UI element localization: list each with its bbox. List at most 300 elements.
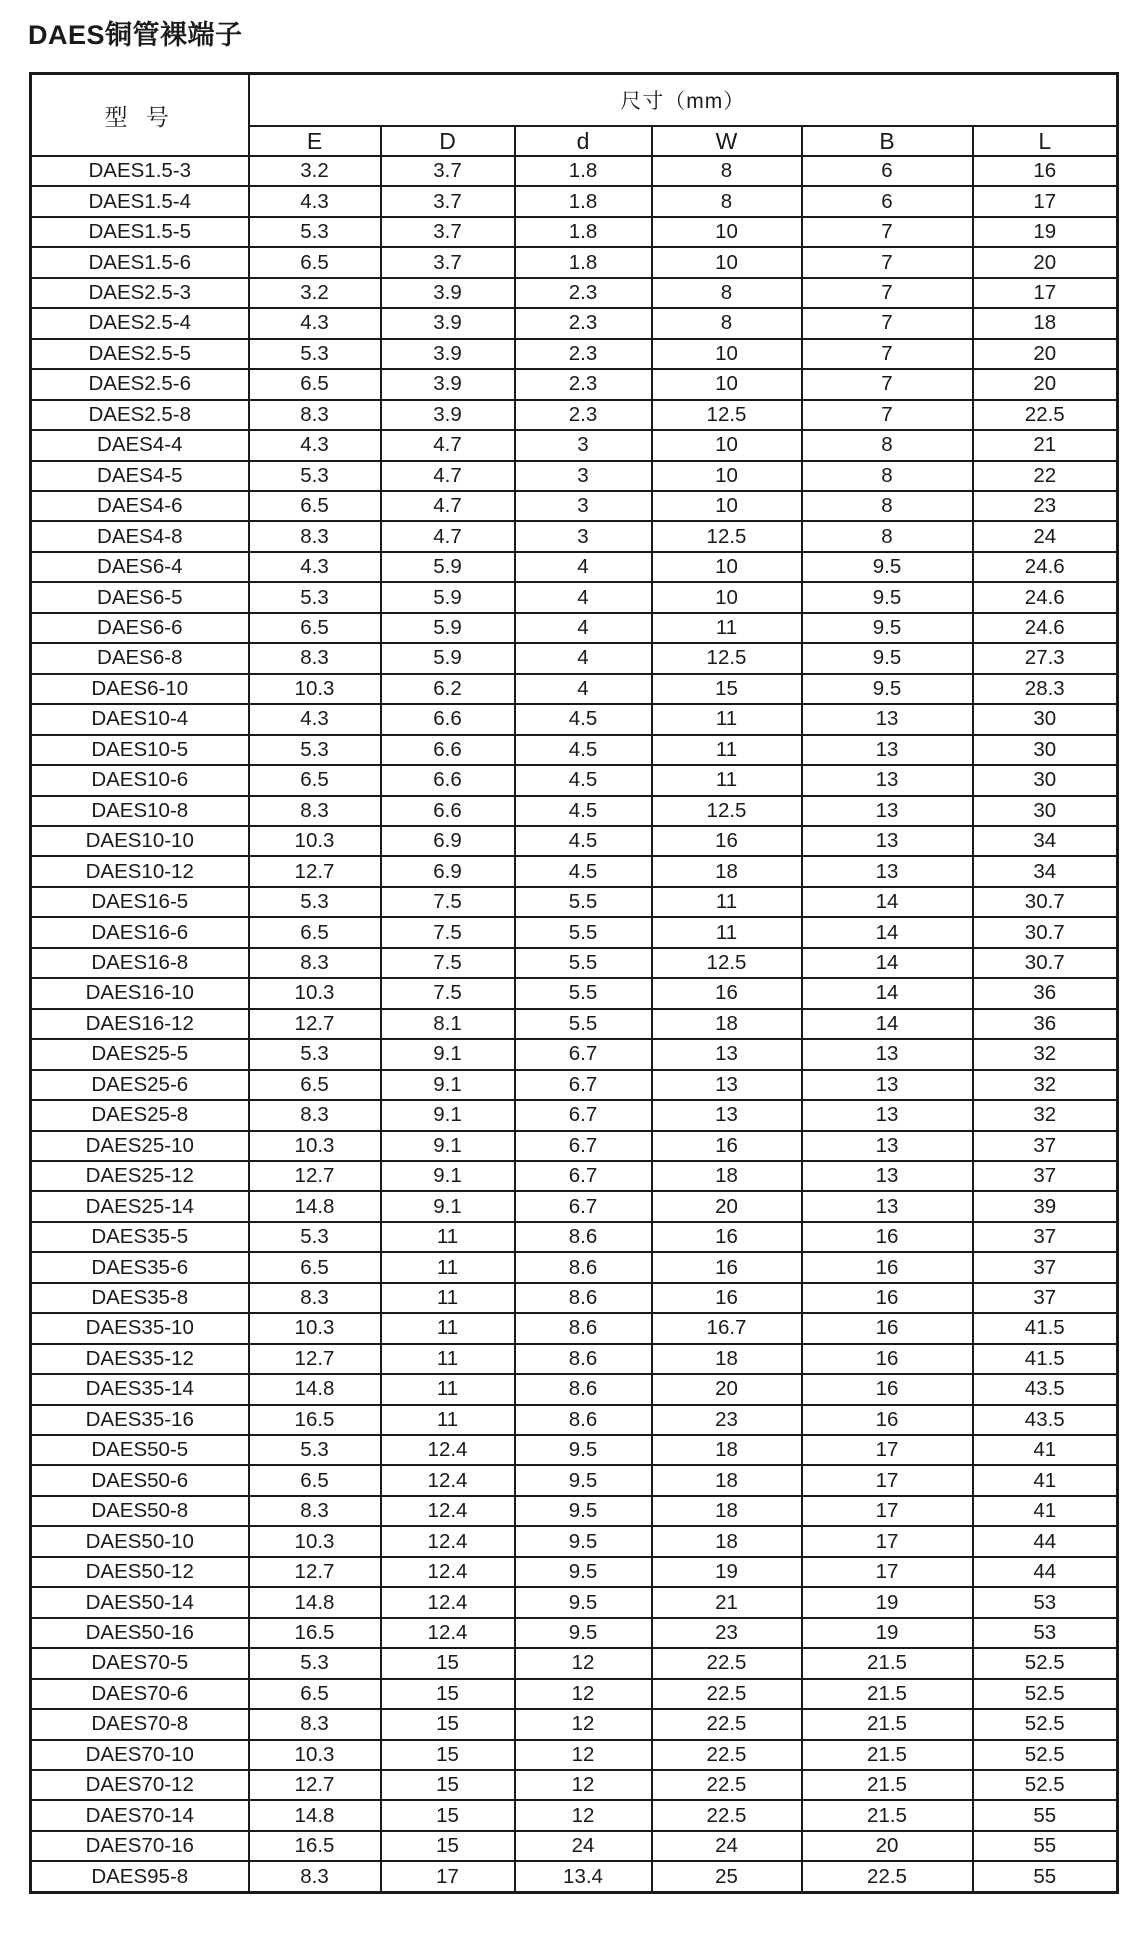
value-cell-W: 23 [652,1618,802,1648]
table-row [31,765,1118,795]
value-cell-W: 20 [652,1374,802,1404]
value-cell-L: 24.6 [973,582,1118,612]
value-cell-E: 10.3 [249,1313,381,1343]
value-cell-W: 22.5 [652,1648,802,1678]
value-cell-L: 36 [973,1009,1118,1039]
value-cell-W: 10 [652,369,802,399]
value-cell-D: 4.7 [381,521,515,551]
value-cell-W: 10 [652,461,802,491]
value-cell-d: 4 [515,552,652,582]
value-cell-L: 52.5 [973,1679,1118,1709]
value-cell-L: 17 [973,278,1118,308]
value-cell-D: 3.9 [381,400,515,430]
model-cell: DAES1.5-5 [31,217,249,247]
value-cell-W: 10 [652,491,802,521]
value-cell-L: 22 [973,461,1118,491]
value-cell-d: 5.5 [515,1009,652,1039]
value-cell-D: 11 [381,1344,515,1374]
value-cell-d: 2.3 [515,278,652,308]
value-cell-d: 5.5 [515,917,652,947]
value-cell-W: 23 [652,1405,802,1435]
value-cell-D: 3.9 [381,339,515,369]
value-cell-B: 17 [802,1465,973,1495]
value-cell-B: 22.5 [802,1861,973,1892]
value-cell-E: 4.3 [249,308,381,338]
value-cell-d: 13.4 [515,1861,652,1892]
value-cell-L: 19 [973,217,1118,247]
value-cell-D: 3.9 [381,308,515,338]
value-cell-L: 55 [973,1800,1118,1830]
table-row [31,1070,1118,1100]
value-cell-L: 52.5 [973,1770,1118,1800]
model-cell: DAES70-5 [31,1648,249,1678]
value-cell-D: 6.9 [381,856,515,886]
value-cell-d: 12 [515,1800,652,1830]
value-cell-L: 30.7 [973,917,1118,947]
value-cell-d: 1.8 [515,186,652,216]
value-cell-B: 20 [802,1831,973,1861]
value-cell-E: 12.7 [249,1161,381,1191]
value-cell-W: 10 [652,430,802,460]
table-row [31,1557,1118,1587]
value-cell-B: 7 [802,339,973,369]
value-cell-L: 24.6 [973,613,1118,643]
model-cell: DAES10-6 [31,765,249,795]
value-cell-W: 12.5 [652,796,802,826]
model-cell: DAES4-8 [31,521,249,551]
table-row [31,1465,1118,1495]
value-cell-B: 13 [802,796,973,826]
value-cell-B: 14 [802,917,973,947]
value-cell-D: 3.7 [381,186,515,216]
value-cell-L: 32 [973,1039,1118,1069]
value-cell-d: 4.5 [515,765,652,795]
value-cell-B: 19 [802,1587,973,1617]
value-cell-L: 36 [973,978,1118,1008]
value-cell-L: 39 [973,1191,1118,1221]
value-cell-W: 16 [652,1131,802,1161]
value-cell-E: 5.3 [249,217,381,247]
value-cell-d: 6.7 [515,1191,652,1221]
table-row [31,1435,1118,1465]
value-cell-L: 16 [973,156,1118,186]
value-cell-D: 3.7 [381,156,515,186]
value-cell-d: 6.7 [515,1039,652,1069]
value-cell-E: 14.8 [249,1800,381,1830]
value-cell-B: 17 [802,1557,973,1587]
model-cell: DAES50-14 [31,1587,249,1617]
value-cell-D: 4.7 [381,430,515,460]
value-cell-d: 9.5 [515,1587,652,1617]
model-cell: DAES6-4 [31,552,249,582]
value-cell-L: 21 [973,430,1118,460]
value-cell-d: 6.7 [515,1161,652,1191]
value-cell-d: 12 [515,1709,652,1739]
value-cell-L: 37 [973,1131,1118,1161]
value-cell-d: 1.8 [515,217,652,247]
table-row [31,1770,1118,1800]
value-cell-B: 16 [802,1374,973,1404]
value-cell-E: 8.3 [249,521,381,551]
table-row [31,1009,1118,1039]
page-title: DAES铜管裸端子 [28,20,243,50]
value-cell-L: 41 [973,1496,1118,1526]
column-header-D: D [381,126,515,156]
value-cell-W: 24 [652,1831,802,1861]
value-cell-L: 30 [973,704,1118,734]
value-cell-D: 11 [381,1374,515,1404]
value-cell-E: 5.3 [249,582,381,612]
table-row [31,1283,1118,1313]
value-cell-L: 43.5 [973,1405,1118,1435]
value-cell-E: 8.3 [249,1861,381,1892]
model-cell: DAES4-5 [31,461,249,491]
model-cell: DAES2.5-3 [31,278,249,308]
model-cell: DAES2.5-4 [31,308,249,338]
value-cell-D: 9.1 [381,1131,515,1161]
value-cell-D: 9.1 [381,1039,515,1069]
value-cell-W: 11 [652,917,802,947]
value-cell-L: 30.7 [973,948,1118,978]
value-cell-d: 9.5 [515,1618,652,1648]
value-cell-W: 10 [652,582,802,612]
value-cell-L: 37 [973,1283,1118,1313]
table-row [31,1100,1118,1130]
value-cell-E: 8.3 [249,643,381,673]
value-cell-B: 13 [802,1161,973,1191]
value-cell-D: 7.5 [381,948,515,978]
value-cell-W: 18 [652,1344,802,1374]
value-cell-W: 10 [652,247,802,277]
value-cell-W: 16 [652,1252,802,1282]
table-row [31,613,1118,643]
table-row [31,1831,1118,1861]
table-row [31,1131,1118,1161]
column-header-d: d [515,126,652,156]
value-cell-B: 9.5 [802,613,973,643]
value-cell-E: 6.5 [249,613,381,643]
table-row [31,186,1118,216]
value-cell-B: 21.5 [802,1770,973,1800]
table-row [31,1740,1118,1770]
value-cell-E: 4.3 [249,704,381,734]
value-cell-L: 24.6 [973,552,1118,582]
value-cell-W: 11 [652,613,802,643]
value-cell-B: 21.5 [802,1679,973,1709]
model-cell: DAES2.5-5 [31,339,249,369]
value-cell-B: 21.5 [802,1800,973,1830]
value-cell-D: 6.6 [381,796,515,826]
value-cell-D: 6.6 [381,735,515,765]
value-cell-L: 28.3 [973,674,1118,704]
value-cell-B: 13 [802,704,973,734]
value-cell-E: 10.3 [249,1740,381,1770]
value-cell-D: 15 [381,1679,515,1709]
value-cell-d: 8.6 [515,1405,652,1435]
value-cell-d: 12 [515,1770,652,1800]
model-cell: DAES70-10 [31,1740,249,1770]
value-cell-W: 11 [652,887,802,917]
value-cell-L: 41.5 [973,1313,1118,1343]
value-cell-d: 5.5 [515,887,652,917]
value-cell-D: 9.1 [381,1100,515,1130]
value-cell-L: 37 [973,1252,1118,1282]
value-cell-d: 6.7 [515,1100,652,1130]
value-cell-W: 18 [652,856,802,886]
value-cell-L: 24 [973,521,1118,551]
value-cell-E: 12.7 [249,1557,381,1587]
value-cell-D: 12.4 [381,1557,515,1587]
model-cell: DAES70-14 [31,1800,249,1830]
value-cell-E: 4.3 [249,552,381,582]
value-cell-W: 12.5 [652,948,802,978]
model-cell: DAES16-10 [31,978,249,1008]
table-row [31,796,1118,826]
value-cell-d: 2.3 [515,400,652,430]
value-cell-B: 14 [802,978,973,1008]
model-cell: DAES25-5 [31,1039,249,1069]
value-cell-L: 20 [973,339,1118,369]
value-cell-L: 53 [973,1618,1118,1648]
column-header-B: B [802,126,973,156]
model-cell: DAES16-12 [31,1009,249,1039]
value-cell-E: 8.3 [249,948,381,978]
value-cell-B: 7 [802,308,973,338]
value-cell-W: 16 [652,1222,802,1252]
table-row [31,1496,1118,1526]
table-row [31,856,1118,886]
value-cell-B: 21.5 [802,1648,973,1678]
model-cell: DAES10-12 [31,856,249,886]
value-cell-L: 20 [973,247,1118,277]
table-row [31,156,1118,186]
value-cell-E: 6.5 [249,1252,381,1282]
model-cell: DAES25-8 [31,1100,249,1130]
value-cell-L: 30 [973,735,1118,765]
value-cell-D: 4.7 [381,461,515,491]
value-cell-D: 11 [381,1222,515,1252]
model-cell: DAES50-5 [31,1435,249,1465]
table-row [31,217,1118,247]
value-cell-W: 8 [652,278,802,308]
model-cell: DAES16-8 [31,948,249,978]
value-cell-W: 16 [652,826,802,856]
value-cell-D: 12.4 [381,1526,515,1556]
model-cell: DAES25-10 [31,1131,249,1161]
table-row [31,1191,1118,1221]
value-cell-E: 5.3 [249,735,381,765]
value-cell-D: 15 [381,1648,515,1678]
model-cell: DAES10-10 [31,826,249,856]
value-cell-B: 13 [802,765,973,795]
table-row [31,400,1118,430]
model-cell: DAES4-6 [31,491,249,521]
value-cell-B: 17 [802,1496,973,1526]
table-row [31,978,1118,1008]
value-cell-W: 12.5 [652,521,802,551]
value-cell-E: 3.2 [249,156,381,186]
value-cell-L: 37 [973,1222,1118,1252]
value-cell-B: 7 [802,217,973,247]
model-cell: DAES25-12 [31,1161,249,1191]
value-cell-W: 22.5 [652,1709,802,1739]
value-cell-D: 11 [381,1405,515,1435]
value-cell-d: 2.3 [515,308,652,338]
value-cell-W: 8 [652,308,802,338]
value-cell-W: 19 [652,1557,802,1587]
value-cell-L: 41 [973,1465,1118,1495]
table-row [31,1252,1118,1282]
table-row [31,1161,1118,1191]
value-cell-B: 6 [802,186,973,216]
value-cell-B: 9.5 [802,674,973,704]
value-cell-E: 8.3 [249,1496,381,1526]
value-cell-W: 13 [652,1100,802,1130]
value-cell-L: 52.5 [973,1740,1118,1770]
table-row [31,339,1118,369]
value-cell-W: 18 [652,1526,802,1556]
value-cell-B: 6 [802,156,973,186]
model-cell: DAES6-6 [31,613,249,643]
value-cell-E: 14.8 [249,1587,381,1617]
value-cell-L: 30 [973,796,1118,826]
value-cell-L: 34 [973,826,1118,856]
value-cell-E: 5.3 [249,1222,381,1252]
model-cell: DAES50-6 [31,1465,249,1495]
value-cell-B: 14 [802,1009,973,1039]
value-cell-d: 1.8 [515,247,652,277]
value-cell-d: 4 [515,582,652,612]
value-cell-B: 16 [802,1344,973,1374]
value-cell-B: 8 [802,461,973,491]
table-row [31,674,1118,704]
value-cell-E: 12.7 [249,1009,381,1039]
value-cell-L: 52.5 [973,1709,1118,1739]
value-cell-B: 16 [802,1313,973,1343]
value-cell-W: 18 [652,1465,802,1495]
value-cell-L: 30 [973,765,1118,795]
value-cell-L: 20 [973,369,1118,399]
value-cell-L: 17 [973,186,1118,216]
value-cell-E: 14.8 [249,1374,381,1404]
value-cell-B: 7 [802,247,973,277]
value-cell-D: 8.1 [381,1009,515,1039]
value-cell-E: 14.8 [249,1191,381,1221]
value-cell-E: 10.3 [249,826,381,856]
table-row [31,1800,1118,1830]
value-cell-B: 13 [802,856,973,886]
value-cell-B: 13 [802,826,973,856]
model-cell: DAES50-10 [31,1526,249,1556]
value-cell-L: 44 [973,1557,1118,1587]
model-cell: DAES70-8 [31,1709,249,1739]
value-cell-E: 6.5 [249,917,381,947]
value-cell-d: 9.5 [515,1526,652,1556]
table-row [31,247,1118,277]
value-cell-E: 8.3 [249,400,381,430]
model-cell: DAES70-16 [31,1831,249,1861]
table-row [31,917,1118,947]
table-row [31,887,1118,917]
value-cell-D: 9.1 [381,1161,515,1191]
value-cell-d: 4 [515,643,652,673]
value-cell-L: 27.3 [973,643,1118,673]
value-cell-W: 16.7 [652,1313,802,1343]
value-cell-W: 22.5 [652,1679,802,1709]
table-row [31,1526,1118,1556]
model-cell: DAES2.5-8 [31,400,249,430]
header-row-1 [31,74,1118,127]
value-cell-d: 3 [515,521,652,551]
value-cell-d: 4 [515,613,652,643]
value-cell-d: 8.6 [515,1313,652,1343]
value-cell-E: 5.3 [249,1648,381,1678]
value-cell-L: 55 [973,1861,1118,1892]
table-row [31,1679,1118,1709]
value-cell-W: 22.5 [652,1740,802,1770]
value-cell-L: 41 [973,1435,1118,1465]
value-cell-B: 13 [802,1191,973,1221]
model-cell: DAES25-6 [31,1070,249,1100]
table-row [31,1313,1118,1343]
value-cell-B: 13 [802,1100,973,1130]
value-cell-E: 5.3 [249,1039,381,1069]
value-cell-E: 12.7 [249,1770,381,1800]
value-cell-D: 9.1 [381,1070,515,1100]
value-cell-d: 12 [515,1648,652,1678]
model-cell: DAES1.5-3 [31,156,249,186]
value-cell-B: 7 [802,369,973,399]
value-cell-d: 8.6 [515,1252,652,1282]
value-cell-d: 12 [515,1679,652,1709]
value-cell-L: 18 [973,308,1118,338]
value-cell-W: 25 [652,1861,802,1892]
value-cell-d: 3 [515,461,652,491]
table-row [31,369,1118,399]
value-cell-W: 12.5 [652,400,802,430]
value-cell-B: 7 [802,278,973,308]
value-cell-W: 10 [652,217,802,247]
value-cell-L: 44 [973,1526,1118,1556]
value-cell-W: 10 [652,339,802,369]
value-cell-d: 2.3 [515,369,652,399]
value-cell-D: 7.5 [381,917,515,947]
value-cell-d: 8.6 [515,1374,652,1404]
value-cell-D: 9.1 [381,1191,515,1221]
model-cell: DAES70-6 [31,1679,249,1709]
value-cell-W: 22.5 [652,1800,802,1830]
value-cell-d: 4.5 [515,704,652,734]
dimensions-group-header: 尺寸（mm） [249,74,1118,127]
value-cell-L: 41.5 [973,1344,1118,1374]
table-row [31,521,1118,551]
value-cell-E: 12.7 [249,856,381,886]
table-row [31,308,1118,338]
model-cell: DAES95-8 [31,1861,249,1892]
table-row [31,1618,1118,1648]
table-row [31,430,1118,460]
value-cell-B: 16 [802,1222,973,1252]
value-cell-D: 11 [381,1252,515,1282]
table-row [31,735,1118,765]
model-cell: DAES10-5 [31,735,249,765]
value-cell-W: 16 [652,978,802,1008]
value-cell-B: 9.5 [802,643,973,673]
value-cell-d: 5.5 [515,948,652,978]
value-cell-E: 8.3 [249,1100,381,1130]
value-cell-D: 5.9 [381,613,515,643]
table-row [31,1344,1118,1374]
